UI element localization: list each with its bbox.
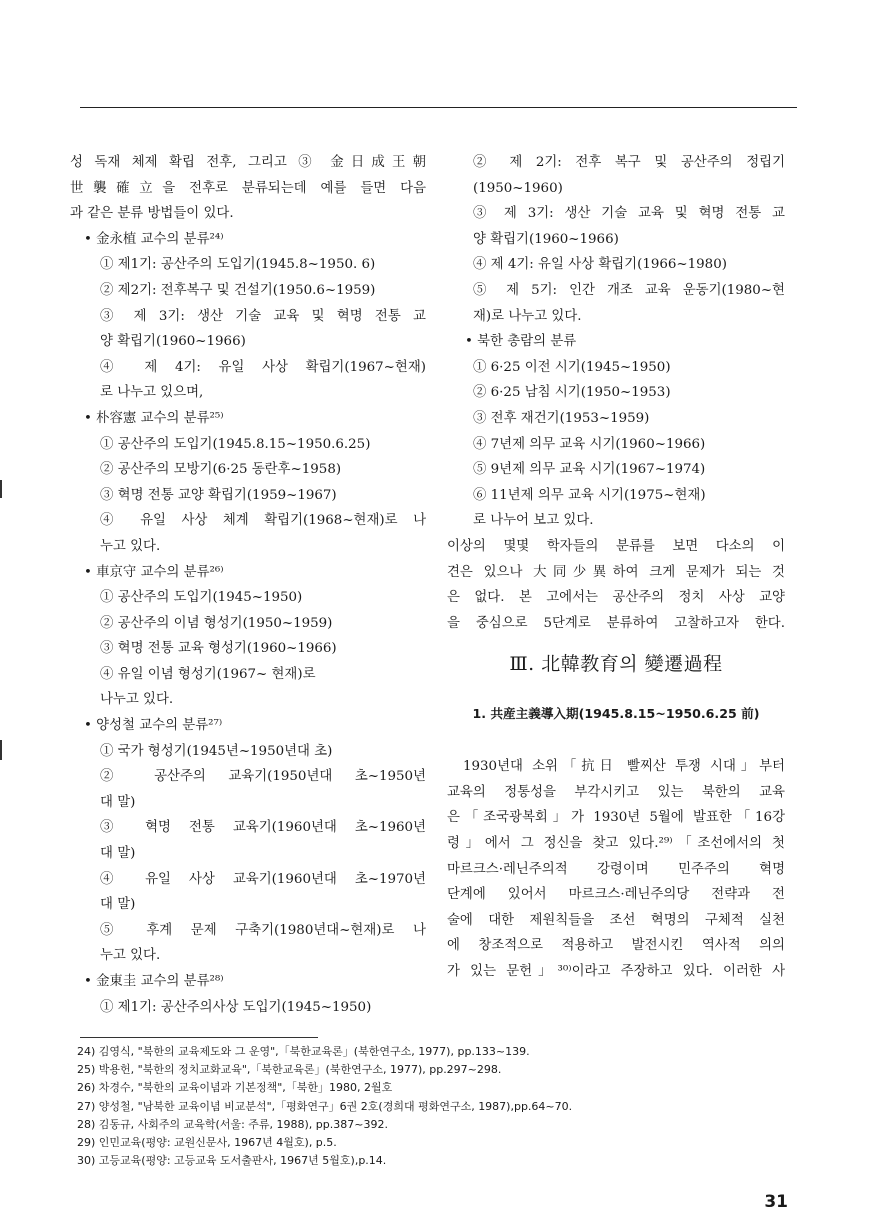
text-line: 대 말) xyxy=(100,846,136,862)
text-line: 이상의 몇몇 학자들의 분류를 보면 다소의 이 xyxy=(447,538,785,554)
left-column xyxy=(70,150,426,1020)
text-line: ③ 혁명 전통 교육 형성기(1960~1966) xyxy=(100,641,337,657)
text-line: 과 같은 분류 방법들이 있다. xyxy=(70,206,234,222)
text-line: ① 6·25 이전 시기(1945~1950) xyxy=(473,359,671,375)
text-line: 世襲確立을 전후로 분류되는데 예를 들면 다음 xyxy=(70,180,426,196)
text-line: ③ 혁명 전통 교육기(1960년대 초~1960년 xyxy=(100,820,426,836)
text-line: • 朴容憲 교수의 분류²⁵⁾ xyxy=(84,410,224,426)
right-column xyxy=(447,150,785,985)
text-line: ⑥ 11년제 의무 교육 시기(1975~현재) xyxy=(473,487,706,503)
text-line: ⑤ 제 5기: 인간 개조 교육 운동기(1980~현 xyxy=(473,282,785,298)
footnote: 29) 인민교육(평양: 교원신문사, 1967년 4월호), p.5. xyxy=(77,1135,337,1149)
footnote: 26) 차경수, "북한의 교육이념과 기본정책",「북한」1980, 2월호 xyxy=(77,1081,393,1095)
text-line: ④ 유일 이념 형성기(1967~ 현재)로 xyxy=(100,666,316,682)
text-line: 은「조국광복회」가 1930년 5월에 발표한「16강 xyxy=(447,810,785,826)
text-line: 성 독재 체제 확립 전후, 그리고 ③ 金日成王朝 xyxy=(70,155,426,170)
text-line: 대 말) xyxy=(100,794,136,810)
text-line: ④ 제 4기: 유일 사상 확립기(1967~현재) xyxy=(100,359,426,375)
text-line: ① 제1기: 공산주의 도입기(1945.8~1950. 6) xyxy=(100,257,376,273)
text-line: 1930년대 소위「抗日 빨찌산 투쟁 시대」부터 xyxy=(463,759,785,775)
text-line: 견은 있으나 大同少異하여 크게 문제가 되는 것 xyxy=(447,564,785,580)
footnote: 25) 박용헌, "북한의 정치교화교육",「북한교육론」(북한연구소, 1977), pp.297~298. xyxy=(77,1063,502,1077)
text-line: ④ 유일 사상 체계 확립기(1968~현재)로 나 xyxy=(100,513,426,529)
text-line: (1950~1960) xyxy=(473,180,563,196)
text-line: 양 확립기(1960~1966) xyxy=(473,231,619,247)
text-line: ② 제2기: 전후복구 및 건설기(1950.6~1959) xyxy=(100,282,376,298)
text-line: 은 없다. 본 고에서는 공산주의 정치 사상 교양 xyxy=(447,590,785,606)
footnote: 28) 김동규, 사회주의 교육학(서울: 주류, 1988), pp.387~392. xyxy=(77,1117,388,1131)
text-line: • 車京守 교수의 분류²⁶⁾ xyxy=(84,564,224,580)
text-line: 가 있는 문헌」³⁰⁾이라고 주장하고 있다. 이러한 사 xyxy=(447,964,785,980)
text-line: 단계에 있어서 마르크스·레닌주의당 전략과 전 xyxy=(447,887,785,903)
text-line: ② 공산주의 이념 형성기(1950~1959) xyxy=(100,615,333,631)
text-line: 교육의 정통성을 부각시키고 있는 북한의 교육 xyxy=(447,784,785,800)
text-line: 대 말) xyxy=(100,897,136,913)
text-line: 에 창조적으로 적용하고 발전시킨 역사적 의의 xyxy=(447,938,785,954)
text-line: ② 공산주의 교육기(1950년대 초~1950년 xyxy=(100,769,426,785)
right-column-body xyxy=(447,754,785,984)
text-line: • 북한 총람의 분류 xyxy=(465,334,577,350)
page-number: 31 xyxy=(764,1192,788,1212)
subsection-title: 1. 共産主義導入期(1945.8.15~1950.6.25 前) xyxy=(472,706,760,722)
margin-mark xyxy=(0,740,2,760)
margin-mark xyxy=(0,480,2,498)
text-line: • 金東圭 교수의 분류²⁸⁾ xyxy=(84,974,224,989)
text-line: • 양성철 교수의 분류²⁷⁾ xyxy=(84,718,223,734)
text-line: ② 제 2기: 전후 복구 및 공산주의 정립기 xyxy=(473,155,785,170)
text-line: ① 공산주의 도입기(1945~1950) xyxy=(100,590,303,606)
text-line: ① 공산주의 도입기(1945.8.15~1950.6.25) xyxy=(100,436,371,452)
text-line: 마르크스·레닌주의적 강령이며 민주주의 혁명 xyxy=(447,861,785,877)
text-line: • 金永植 교수의 분류²⁴⁾ xyxy=(84,231,224,247)
text-line: ④ 제 4기: 유일 사상 확립기(1966~1980) xyxy=(473,257,727,273)
text-line: 나누고 있다. xyxy=(100,692,174,708)
header-rule xyxy=(80,107,797,108)
text-line: 누고 있다. xyxy=(100,948,161,964)
text-line: ③ 혁명 전통 교양 확립기(1959~1967) xyxy=(100,487,337,503)
text-line: ① 제1기: 공산주의사상 도입기(1945~1950) xyxy=(100,999,372,1015)
text-line: ⑤ 후계 문제 구축기(1980년대~현재)로 나 xyxy=(100,922,426,938)
text-line: ② 공산주의 모방기(6·25 동란후~1958) xyxy=(100,462,342,478)
footnotes xyxy=(77,1043,797,1170)
text-line: ⑤ 9년제 의무 교육 시기(1967~1974) xyxy=(473,462,706,478)
text-line: ④ 유일 사상 교육기(1960년대 초~1970년 xyxy=(100,871,426,887)
text-line: 술에 대한 제원칙들을 조선 혁명의 구체적 실천 xyxy=(447,912,785,928)
text-line: 령」에서 그 정신을 찾고 있다.²⁹⁾「조선에서의 첫 xyxy=(447,836,785,852)
text-line: ④ 7년제 의무 교육 시기(1960~1966) xyxy=(473,436,706,452)
footnote: 30) 고등교육(평양: 고등교육 도서출판사, 1967년 5월호),p.14. xyxy=(77,1154,387,1168)
text-line: 재)로 나누고 있다. xyxy=(473,308,582,324)
footnote: 24) 김영식, "북한의 교육제도와 그 운영",「북한교육론」(북한연구소, 1977), pp.133~139. xyxy=(77,1045,530,1058)
footnote-rule xyxy=(80,1037,318,1038)
text-line: 로 나누고 있으며, xyxy=(100,385,204,401)
section-title: Ⅲ. 北韓教育의 變遷過程 xyxy=(509,653,723,676)
text-line: ③ 전후 재건기(1953~1959) xyxy=(473,410,650,426)
text-line: 양 확립기(1960~1966) xyxy=(100,334,246,350)
text-line: ③ 제 3기: 생산 기술 교육 및 혁명 전통 교 xyxy=(100,308,426,324)
text-line: 을 중심으로 5단계로 분류하여 고찰하고자 한다. xyxy=(447,615,785,631)
text-line: ② 6·25 남침 시기(1950~1953) xyxy=(473,385,671,401)
footnote: 27) 양성철, "남북한 교육이념 비교분석",「평화연구」6권 2호(경희대 평화연구소, 1987),pp.64~70. xyxy=(77,1099,573,1113)
text-line: 누고 있다. xyxy=(100,538,161,554)
text-line: ③ 제 3기: 생산 기술 교육 및 혁명 전통 교 xyxy=(473,206,785,222)
right-column-top xyxy=(447,150,785,636)
text-line: 로 나누어 보고 있다. xyxy=(473,513,594,529)
text-line: ① 국가 형성기(1945년~1950년대 초) xyxy=(100,743,333,759)
